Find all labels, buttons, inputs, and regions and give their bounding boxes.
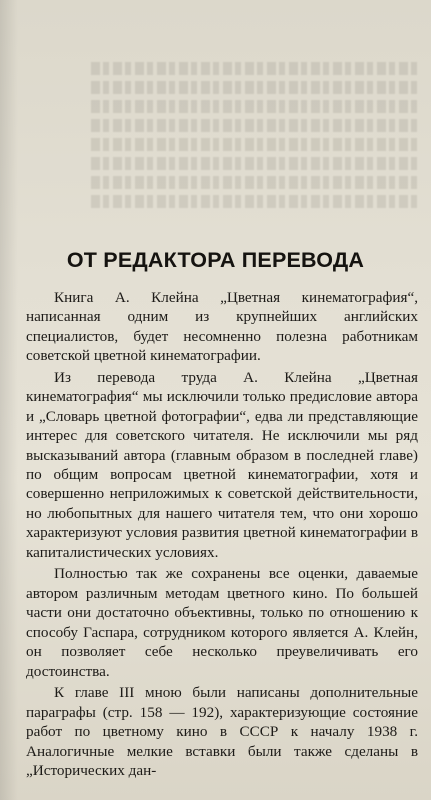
paragraph-1: Книга А. Клейна „Цветная кинематография“, написанная одним из крупнейших английских специалистов, будет несомненно полезна работникам советской цветной кинематографии. xyxy=(26,289,418,365)
body-text xyxy=(26,288,418,783)
paragraph-2: Из перевода труда А. Клейна „Цветная кинематография“ мы исключили только предисловие автора и „Словарь цветной фотографии“, едва ли представляющие интерес для советского читателя. Не исключили мы ряд высказываний автора (главным образом в последней главе) по общим вопросам цветной кинематографии, хотя и совершенно неприложимых к советской действительности, но любопытных для нашего читателя тем, что они хорошо характеризуют условия развития цветной кинематографии в капиталистических условиях. xyxy=(26,369,418,561)
paragraph-4: К главе III мною были написаны дополнительные параграфы (стр. 158 — 192), характеризующие состояние работ по цветному кино в СССР к началу 1938 г. Аналогичные мелкие вставки были также сделаны в „Исторических дан- xyxy=(26,684,418,779)
page-gutter-shadow xyxy=(0,0,18,800)
page-title: ОТ РЕДАКТОРА ПЕРЕВОДА xyxy=(66,248,365,272)
reverse-side-bleed-through xyxy=(87,62,417,232)
paragraph-3: Полностью так же сохранены все оценки, даваемые автором различным методам цветного кино. По большей части они достаточно объективны, только по отношению к способу Гаспара, сотрудником которого является А. Клейн, он позволяет себе несколько преувеличивать его достоинства. xyxy=(26,565,418,680)
